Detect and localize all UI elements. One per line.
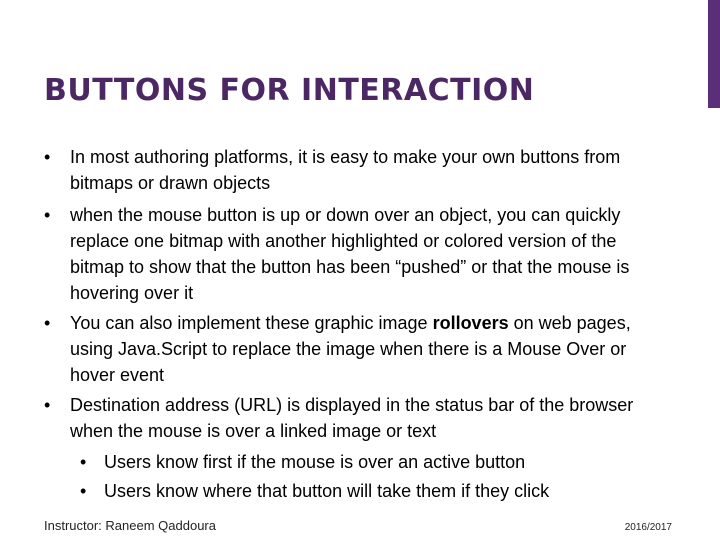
bullet-icon: • [44,313,51,333]
footer-instructor: Instructor: Raneem Qaddoura [44,518,216,533]
sub-bullet-text: Users know where that button will take them if they click [104,481,550,501]
bullet-icon: • [44,205,51,225]
bullet-icon: • [80,481,87,501]
bullet-text-bold: rollovers [432,313,509,333]
bullet-text-after: on web pages, using Java.Script to replace the image when there is a Mouse Over or hover event [70,313,631,385]
bullet-text: Destination address (URL) is displayed in the status bar of the browser when the mouse is over a linked image or text [70,395,634,441]
footer-year: 2016/2017 [624,522,672,533]
bullet-icon: • [80,452,87,472]
accent-bar [708,0,720,108]
bullet-text: In most authoring platforms, it is easy to make your own buttons from bitmaps or drawn objects [70,147,621,193]
slide-title: BUTTONS FOR INTERACTION [44,73,535,108]
sub-bullet-text: Users know first if the mouse is over an active button [104,452,526,472]
bullet-text: when the mouse button is up or down over an object, you can quickly replace one bitmap with another highlighted or colored version of the bitmap to show that the button has been “pushed” or that the mouse is hovering over it [70,205,630,303]
bullet-icon: • [44,395,51,415]
bullet-text-before: You can also implement these graphic image [70,313,433,333]
bullet-text [70,310,650,388]
bullet-icon: • [44,147,51,167]
